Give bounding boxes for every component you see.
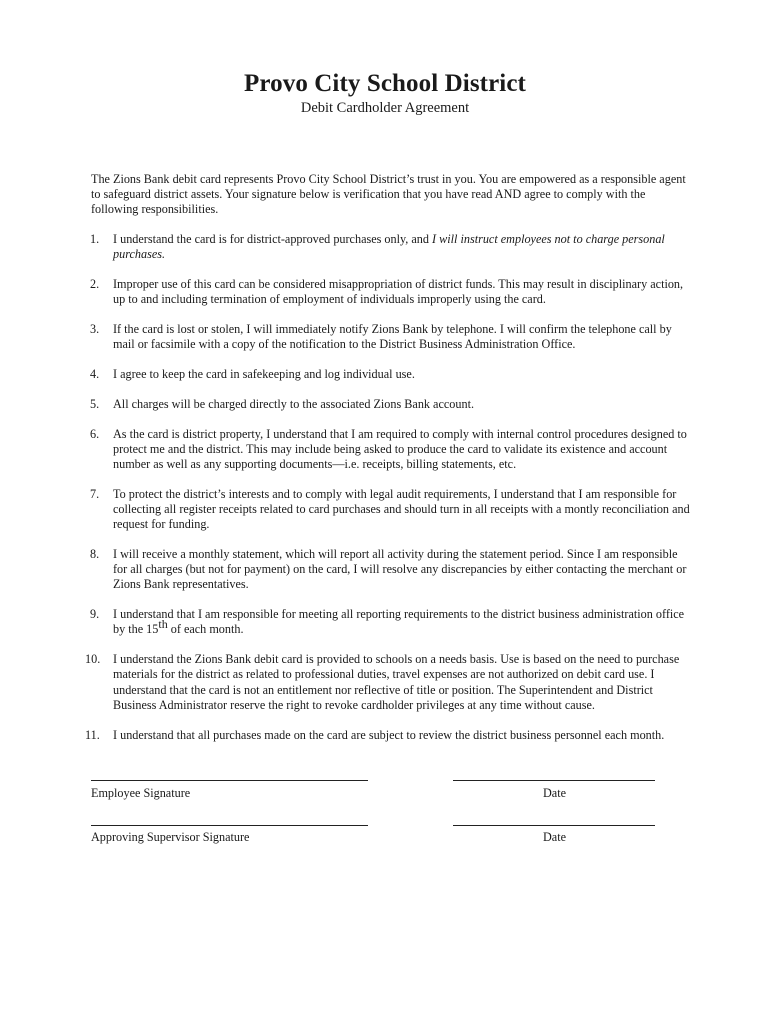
item-text-after: of each month. — [167, 622, 244, 637]
employee-signature-line[interactable] — [91, 780, 368, 781]
employee-signature-label: Employee Signature — [91, 786, 191, 800]
document-subtitle: Debit Cardholder Agreement — [300, 100, 470, 116]
document-title: Provo City School District — [244, 70, 526, 97]
item-number: 9. — [90, 607, 100, 622]
item-number: 6. — [90, 426, 100, 441]
item-number: 7. — [90, 486, 100, 501]
item-text: Improper use of this card can be considered misappropriation of district funds. This may result in disciplinary action, up to and including termination of employment of individuals improperly using the card. — [113, 277, 684, 307]
item-text: I understand that all purchases made on the card are subject to review the district business personnel each month. — [113, 727, 665, 742]
item-number: 5. — [90, 396, 100, 411]
supervisor-date-label: Date — [543, 830, 567, 844]
item-emphasis: I will instruct employees not to charge personal purchases. — [113, 232, 665, 262]
intro-paragraph: The Zions Bank debit card represents Provo City School District’s trust in you. You are empowered as a responsible agent to safeguard district assets. Your signature below is verification that you have read AND agree to comply with the following responsibilities. — [91, 172, 686, 217]
list-item — [91, 322, 691, 352]
item-text: I understand the card is for district-approved purchases only, and — [113, 232, 433, 246]
item-text: I agree to keep the card in safekeeping and log individual use. — [113, 367, 415, 381]
item-text: To protect the district’s interests and to comply with legal audit requirements, I understand that I am responsible for collecting all register receipts related to card purchases and should turn in all receipts with a montly reconciliation and request for funding. — [113, 486, 690, 532]
list-item — [91, 427, 691, 473]
item-superscript: th — [158, 617, 168, 632]
item-text: I understand the Zions Bank debit card is provided to schools on a needs basis. Use is based on the need to purchase materials for the district as related to professional duties, travel expenses are not authorized on debit card use. I understand that the card is not an entitlement nor reflective of title or position. The Superintendent and District Business Administrator reserve the right to revoke cardholder privileges at any time without cause. — [113, 652, 680, 712]
item-number: 3. — [90, 322, 100, 336]
list-item — [91, 607, 691, 637]
item-number: 11. — [85, 727, 100, 742]
item-number: 10. — [85, 652, 101, 667]
list-item — [91, 277, 691, 307]
item-text: All charges will be charged directly to the associated Zions Bank account. — [113, 396, 475, 411]
list-item — [91, 232, 691, 262]
item-number: 4. — [90, 367, 100, 381]
supervisor-signature-label: Approving Supervisor Signature — [91, 830, 250, 844]
list-item — [91, 547, 691, 593]
responsibilities-list — [85, 232, 691, 757]
list-item — [85, 652, 691, 713]
supervisor-date-line[interactable] — [453, 825, 655, 826]
item-text: I understand that I am responsible for meeting all reporting requirements to the district business administration office by the 15 — [113, 607, 685, 637]
employee-date-line[interactable] — [453, 780, 655, 781]
supervisor-signature-line[interactable] — [91, 825, 368, 826]
item-number: 2. — [90, 277, 100, 291]
item-text: If the card is lost or stolen, I will immediately notify Zions Bank by telephone. I will confirm the telephone call by mail or facsimile with a copy of the notification to the District Business Administration Office. — [113, 322, 672, 352]
list-item — [91, 397, 691, 412]
list-item — [91, 367, 691, 382]
list-item — [85, 727, 691, 743]
item-text: As the card is district property, I understand that I am required to comply with internal control procedures designed to protect me and the district. This may include being asked to produce the card to validate its existence and account number as well as any supporting documents—i.e. receipts, billing statements, etc. — [113, 426, 687, 471]
list-item — [91, 487, 691, 533]
item-number: 1. — [90, 232, 100, 246]
employee-date-label: Date — [543, 786, 567, 800]
item-text: I will receive a monthly statement, which will report all activity during the statement period. Since I am responsible for all charges (but not for payment) on the card, I will resolve any discrepancies by either contacting the merchant or Zions Bank representatives. — [113, 547, 687, 592]
item-number: 8. — [90, 547, 100, 561]
